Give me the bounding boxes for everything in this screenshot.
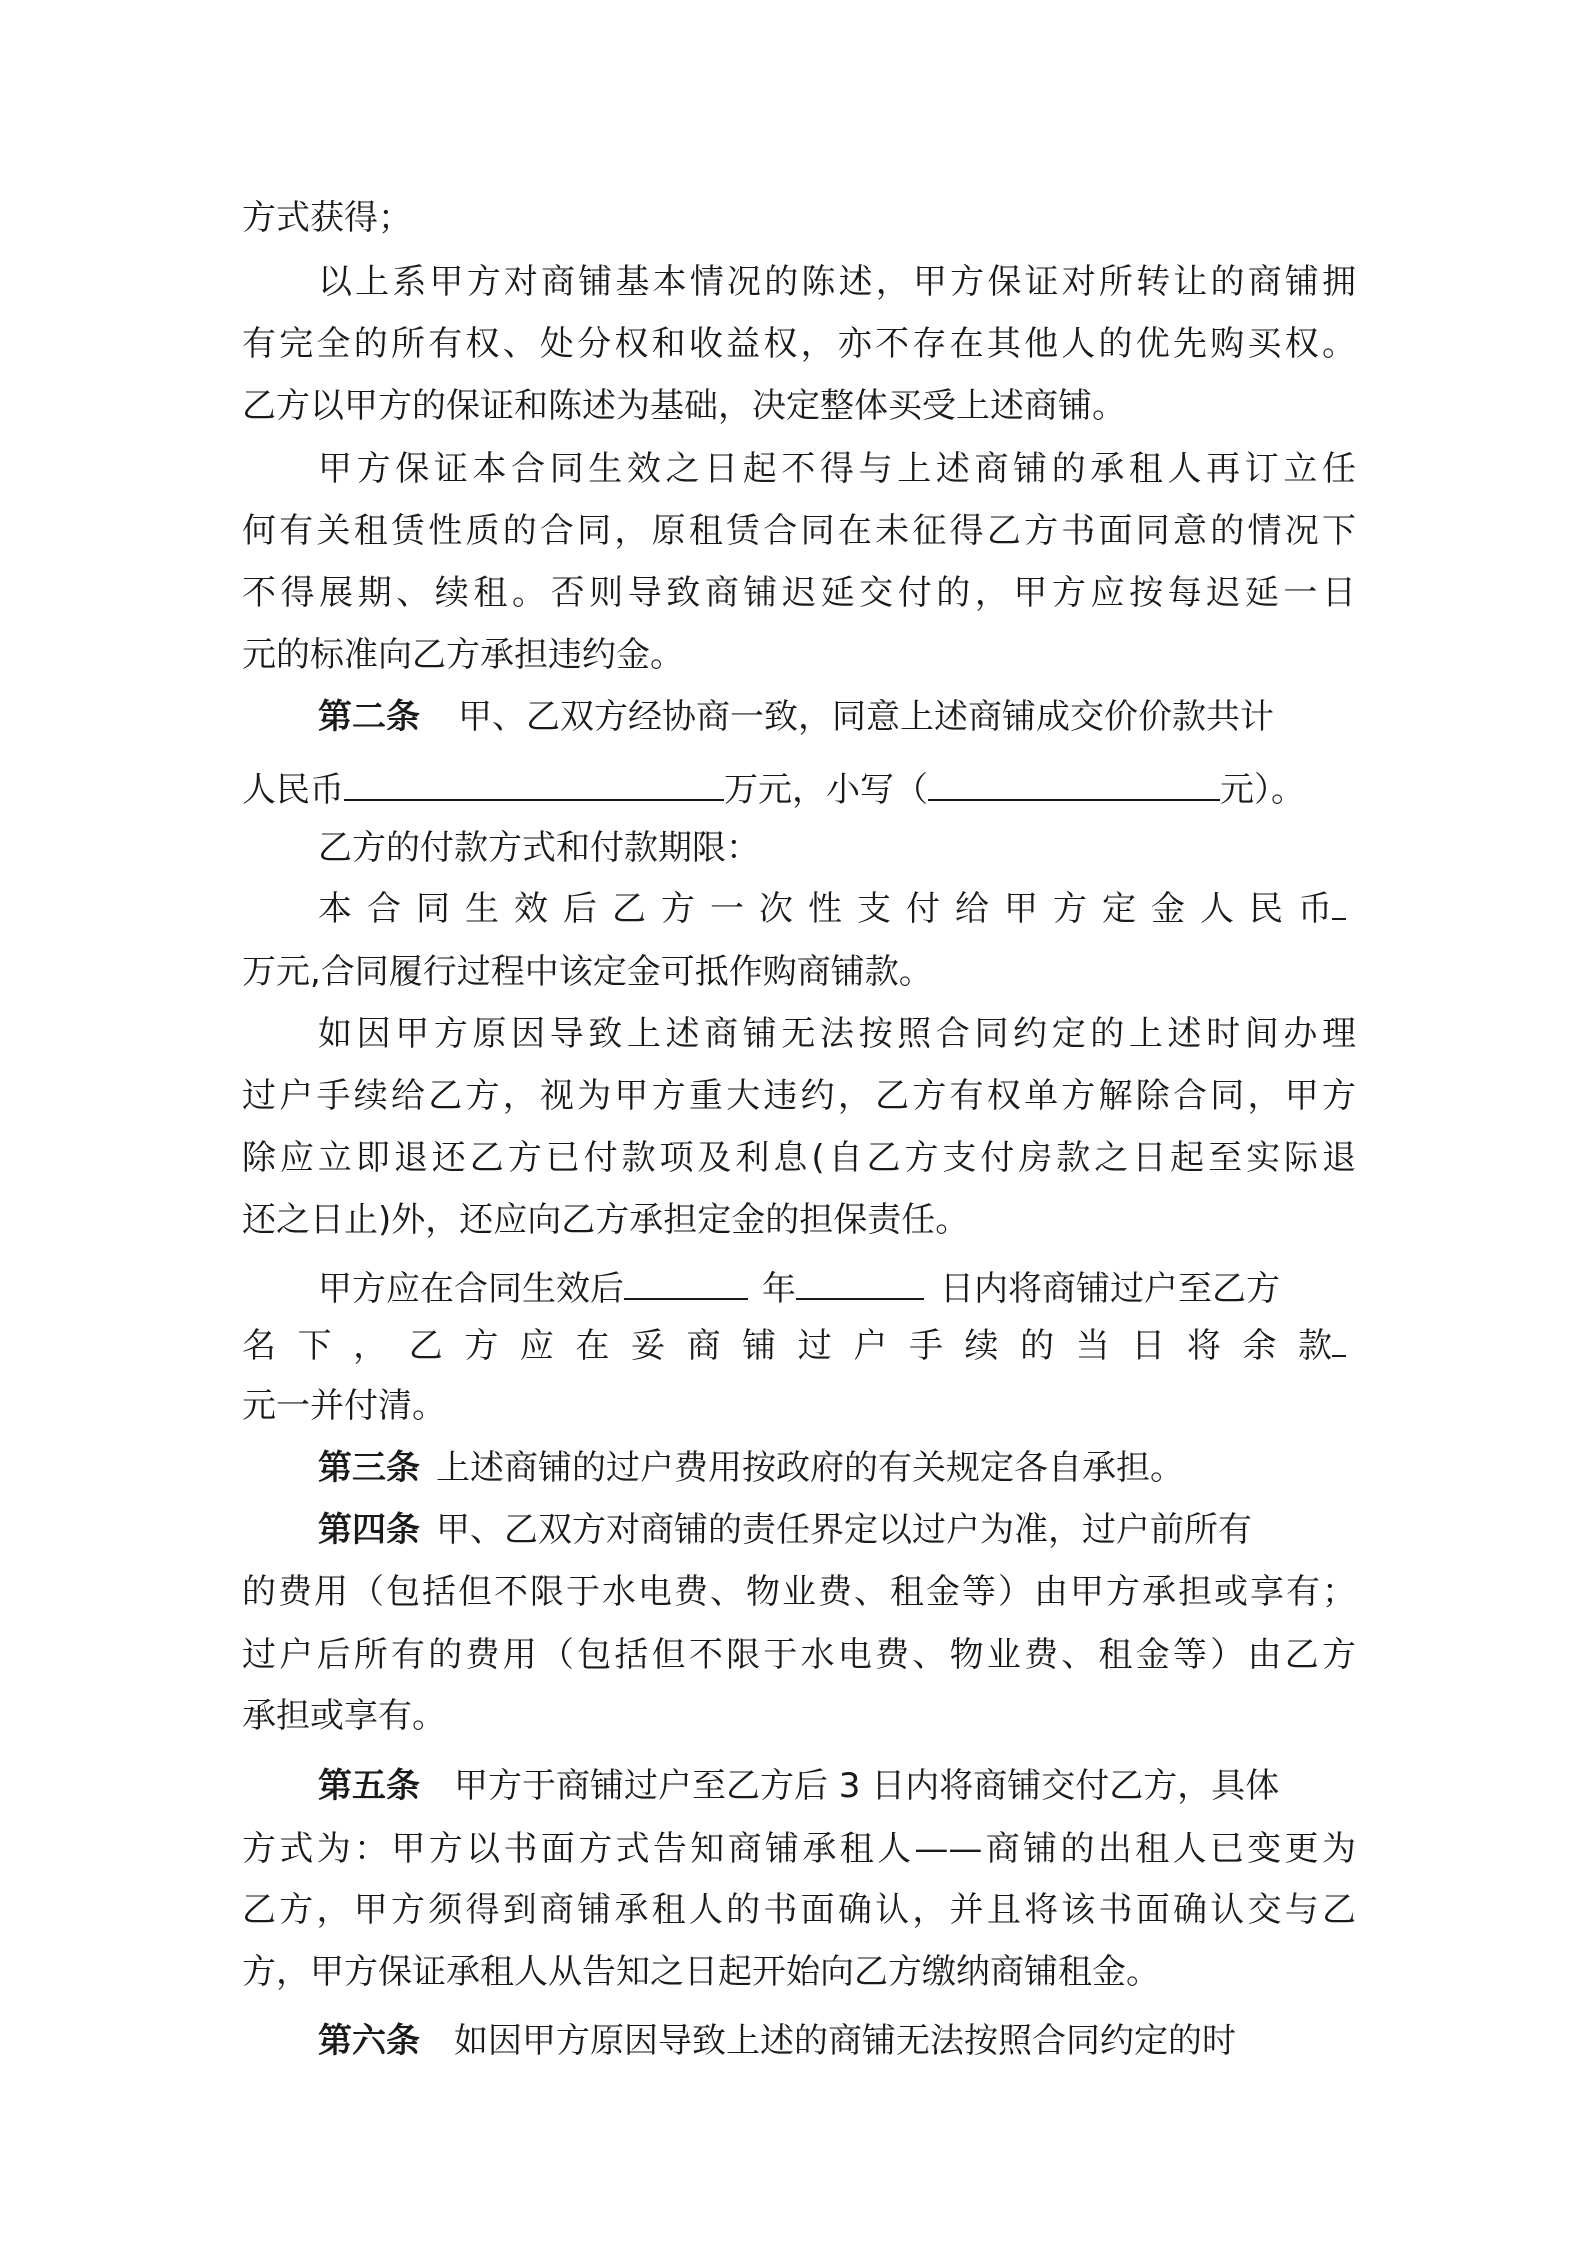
article-6-text: 如因甲方原因导致上述的商铺无法按照合同约定的时: [454, 2021, 1236, 2061]
text-segment: 本合同生效后乙方一次性支付给甲方定金人民币: [318, 889, 1332, 929]
text-line: 甲方保证本合同生效之日起不得与上述商铺的承租人再订立任: [318, 449, 1356, 489]
amount-blank-wan: [344, 763, 724, 801]
text-segment: 人民币: [242, 770, 344, 810]
balance-blank: [1332, 1325, 1346, 1357]
text-segment: 万元，小写（: [724, 770, 928, 810]
article-5-line-1: [318, 1764, 1279, 1808]
article-2-line-1: [318, 695, 1356, 739]
amount-blank-figures: [928, 763, 1220, 801]
text-line: 方，甲方保证承租人从告知之日起开始向乙方缴纳商铺租金。: [242, 1952, 1160, 1992]
article-3-line: [318, 1446, 1184, 1490]
text-line: 还之日止)外，还应向乙方承担定金的担保责任。: [242, 1200, 970, 1240]
text-line: 万元,合同履行过程中该定金可抵作购商铺款。: [242, 952, 933, 992]
article-2-heading: 第二条: [318, 697, 420, 737]
text-line: 的费用（包括但不限于水电费、物业费、租金等）由甲方承担或享有；: [242, 1572, 1356, 1612]
text-line: 元一并付清。: [242, 1386, 446, 1426]
article-5-text: 甲方于商铺过户至乙方后 3 日内将商铺交付乙方，具体: [454, 1766, 1280, 1806]
text-segment: 名下，乙方应在妥商铺过户手续的当日将余款: [242, 1326, 1332, 1366]
article-5-heading: 第五条: [318, 1766, 420, 1806]
article-3-text: 上述商铺的过户费用按政府的有关规定各自承担。: [436, 1448, 1184, 1488]
text-line: 除应立即退还乙方已付款项及利息(自乙方支付房款之日起至实际退: [242, 1138, 1356, 1178]
text-line: 承担或享有。: [242, 1696, 446, 1736]
article-4-heading: 第四条: [318, 1510, 420, 1550]
text-segment: 元）。: [1220, 770, 1305, 810]
article-6-line-1: [318, 2019, 1236, 2063]
text-line: 不得展期、续租。否则导致商铺迟延交付的，甲方应按每迟延一日: [242, 573, 1356, 613]
text-line: 元的标准向乙方承担违约金。: [242, 635, 684, 675]
text-segment: 年: [762, 1269, 796, 1309]
text-line: 过户手续给乙方，视为甲方重大违约，乙方有权单方解除合同，甲方: [242, 1076, 1356, 1116]
article-4-text: 甲、乙双方对商铺的责任界定以过户为准，过户前所有: [436, 1510, 1252, 1550]
text-segment: 甲方应在合同生效后: [318, 1269, 624, 1309]
day-blank: [796, 1262, 924, 1300]
article-2-text: 甲、乙双方经协商一致，同意上述商铺成交价价款共计: [458, 697, 1274, 737]
text-line: 方式为：甲方以书面方式告知商铺承租人——商铺的出租人已变更为: [242, 1829, 1356, 1869]
transfer-deadline-line: [318, 1262, 1280, 1311]
deposit-blank: [1332, 888, 1346, 920]
article-6-heading: 第六条: [318, 2021, 420, 2061]
text-line: 乙方的付款方式和付款期限：: [318, 828, 760, 868]
article-4-line-1: [318, 1508, 1252, 1552]
text-line: 过户后所有的费用（包括但不限于水电费、物业费、租金等）由乙方: [242, 1635, 1356, 1675]
text-line: 有完全的所有权、处分权和收益权，亦不存在其他人的优先购买权。: [242, 324, 1356, 364]
text-line: 以上系甲方对商铺基本情况的陈述，甲方保证对所转让的商铺拥: [318, 262, 1356, 302]
text-line: 如因甲方原因导致上述商铺无法按照合同约定的上述时间办理: [318, 1014, 1356, 1054]
article-3-heading: 第三条: [318, 1448, 420, 1488]
balance-line: [242, 1324, 1356, 1368]
text-segment: 日内将商铺过户至乙方: [940, 1269, 1280, 1309]
deposit-line: [318, 887, 1356, 931]
year-blank: [624, 1262, 748, 1300]
text-line: 方式获得；: [242, 198, 412, 238]
article-2-price-line: [242, 763, 1305, 812]
text-line: 何有关租赁性质的合同，原租赁合同在未征得乙方书面同意的情况下: [242, 511, 1356, 551]
text-line: 乙方以甲方的保证和陈述为基础，决定整体买受上述商铺。: [242, 386, 1126, 426]
text-line: 乙方，甲方须得到商铺承租人的书面确认，并且将该书面确认交与乙: [242, 1890, 1356, 1930]
